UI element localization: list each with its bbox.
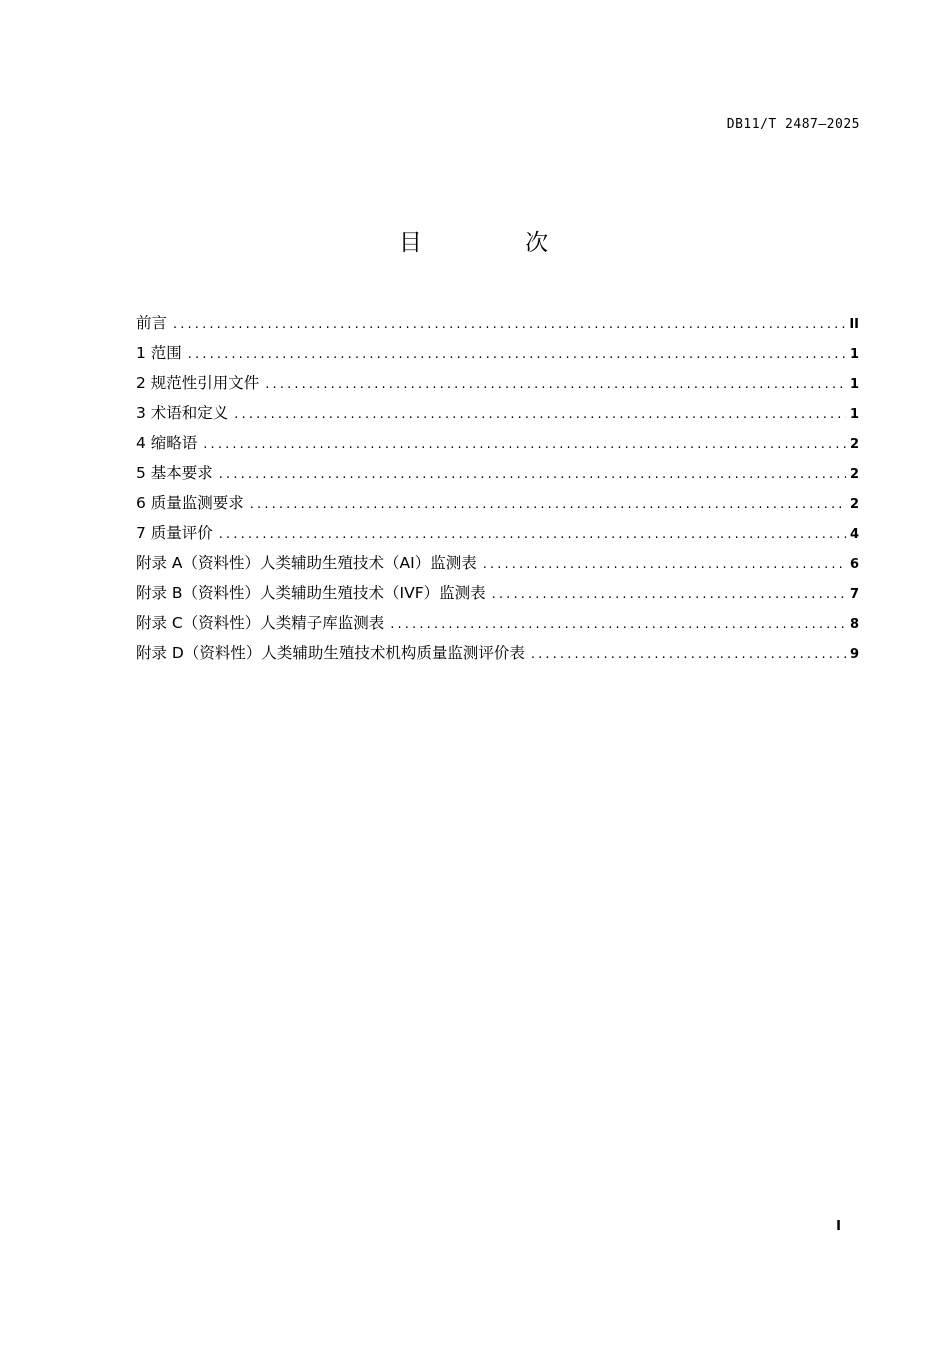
toc-title: 目 次 [398, 230, 597, 256]
toc-entry-page: 1 [849, 407, 859, 422]
toc-entry-page: 1 [849, 377, 859, 392]
toc-entry-page: 2 [849, 437, 859, 452]
toc-entry-basic-requirements[interactable] [136, 458, 859, 488]
toc-entry-label: 附录 D（资料性）人类辅助生殖技术机构质量监测评价表 [136, 644, 525, 662]
dot-leader [265, 370, 846, 400]
toc-entry-label: 4 缩略语 [136, 434, 198, 452]
toc-entry-scope[interactable] [136, 338, 859, 368]
toc-entry-label: 5 基本要求 [136, 464, 213, 482]
toc-entry-label: 前言 [136, 314, 168, 332]
toc-entry-foreword[interactable] [136, 308, 859, 338]
toc-entry-quality-evaluation[interactable] [136, 518, 859, 548]
dot-leader [483, 550, 846, 580]
toc-entry-page: II [849, 317, 859, 332]
toc-entry-label: 2 规范性引用文件 [136, 374, 260, 392]
toc-entry-label: 附录 B（资料性）人类辅助生殖技术（IVF）监测表 [136, 584, 486, 602]
dot-leader [188, 340, 846, 370]
toc-entry-page: 1 [849, 347, 859, 362]
dot-leader [531, 640, 846, 670]
dot-leader [203, 430, 846, 460]
toc-entry-quality-monitoring[interactable] [136, 488, 859, 518]
toc-entry-page: 2 [849, 497, 859, 512]
dot-leader [390, 610, 846, 640]
toc-entry-label: 附录 A（资料性）人类辅助生殖技术（AI）监测表 [136, 554, 477, 572]
table-of-contents [136, 308, 859, 668]
dot-leader [234, 400, 846, 430]
toc-entry-appendix-d[interactable] [136, 638, 859, 668]
toc-entry-page: 9 [849, 647, 859, 662]
toc-entry-page: 8 [849, 617, 859, 632]
toc-entry-page: 7 [849, 587, 859, 602]
toc-entry-label: 7 质量评价 [136, 524, 213, 542]
dot-leader [173, 310, 845, 340]
toc-entry-page: 2 [849, 467, 859, 482]
toc-entry-appendix-a[interactable] [136, 548, 859, 578]
toc-entry-appendix-b[interactable] [136, 578, 859, 608]
toc-entry-label: 1 范围 [136, 344, 182, 362]
toc-entry-label: 6 质量监测要求 [136, 494, 244, 512]
toc-entry-label: 3 术语和定义 [136, 404, 229, 422]
toc-entry-label: 附录 C（资料性）人类精子库监测表 [136, 614, 385, 632]
toc-entry-abbreviations[interactable] [136, 428, 859, 458]
document-code: DB11/T 2487—2025 [726, 117, 860, 132]
toc-entry-normative-references[interactable] [136, 368, 859, 398]
toc-entry-terms-definitions[interactable] [136, 398, 859, 428]
toc-entry-appendix-c[interactable] [136, 608, 859, 638]
page-number: I [836, 1219, 841, 1234]
dot-leader [219, 460, 846, 490]
toc-entry-page: 4 [849, 527, 859, 542]
dot-leader [492, 580, 846, 610]
dot-leader [219, 520, 846, 550]
toc-entry-page: 6 [849, 557, 859, 572]
dot-leader [250, 490, 846, 520]
